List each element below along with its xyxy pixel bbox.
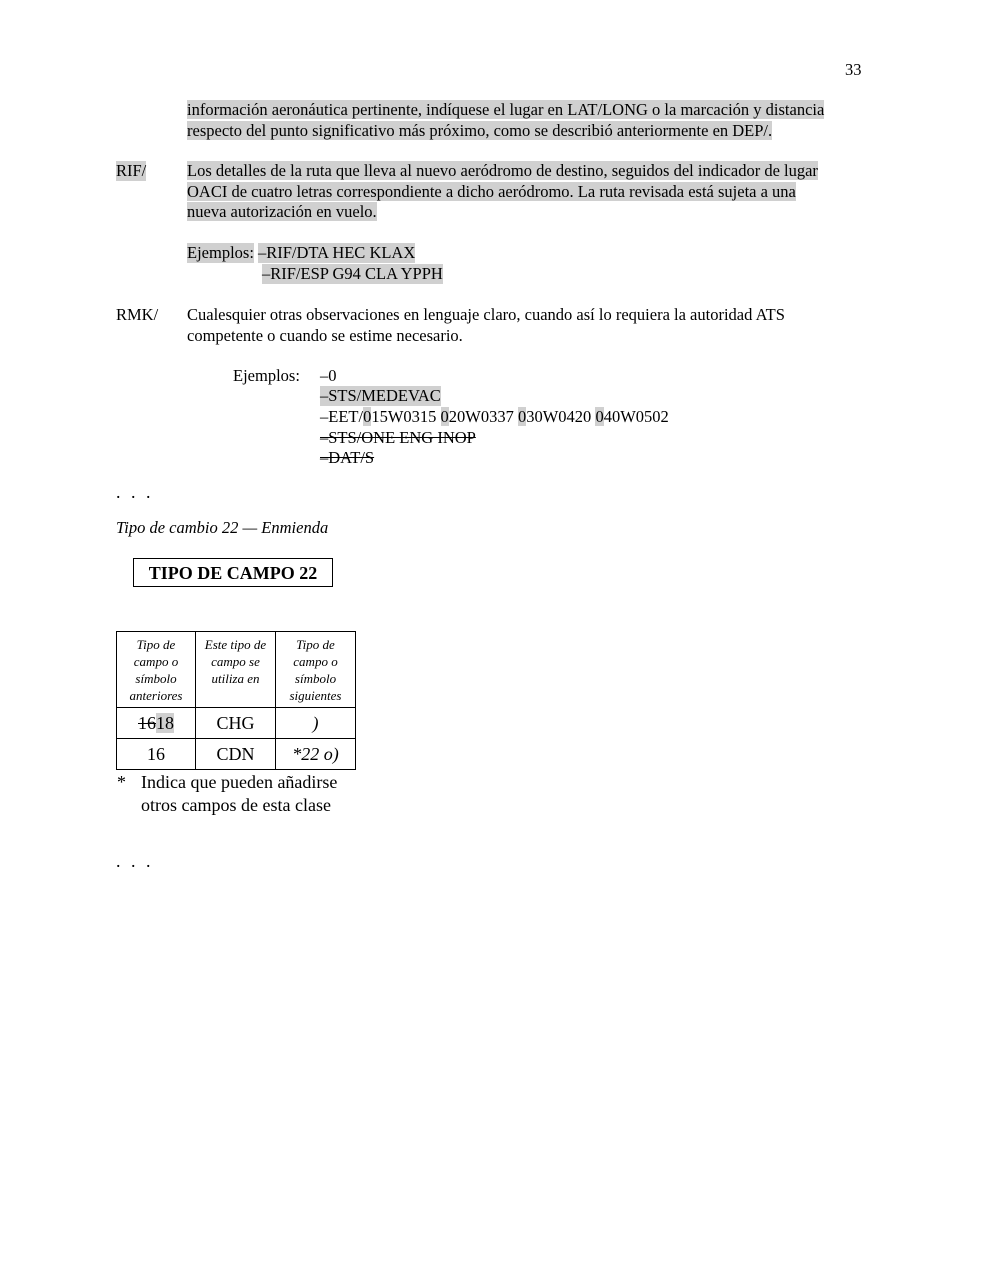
table-header-row — [117, 632, 356, 708]
eet-part-5: 0 — [517, 407, 527, 426]
header-previous-l2: campo o — [133, 654, 179, 669]
rif-example-2: –RIF/ESP G94 CLA YPPH — [262, 264, 443, 283]
header-used-in-l2: campo se — [211, 654, 260, 669]
continuation-line-2: respecto del punto significativo más próximo, como se describió anteriormente en DEP/. — [187, 120, 773, 140]
cell-used-in: CHG — [196, 708, 276, 739]
cell-used-in: CDN — [196, 739, 276, 770]
eet-part-8: 40W0502 — [603, 407, 669, 426]
amendment-caption: Tipo de cambio 22 — Enmienda — [116, 518, 329, 537]
note-text — [141, 771, 337, 817]
eet-part-0: –EET/ — [320, 407, 364, 426]
table-row — [117, 739, 356, 770]
ellipsis-2: . . . — [116, 851, 154, 871]
header-following-l4: siguientes — [289, 688, 342, 703]
note-line-2: otros campos de esta clase — [141, 795, 331, 815]
page-number: 33 — [845, 60, 862, 79]
table-row — [117, 708, 356, 739]
cell-previous — [117, 708, 196, 739]
note-marker: * — [117, 772, 126, 792]
rmk-example-1: –0 — [320, 366, 337, 385]
rmk-label: RMK/ — [116, 305, 159, 324]
header-following — [276, 632, 356, 708]
header-following-l1: Tipo de — [296, 637, 335, 652]
cell-following: ) — [276, 708, 356, 739]
rif-line-1: Los detalles de la ruta que lleva al nuevo aeródromo de destino, seguidos del indicador de lugar — [187, 161, 818, 180]
field-type-table — [116, 631, 356, 770]
header-previous-l3: símbolo — [135, 671, 177, 686]
continuation-line-1: información aeronáutica pertinente, indíquese el lugar en LAT/LONG o la marcación y distancia — [187, 100, 825, 119]
rmk-example-4-deleted: –STS/ONE ENG INOP — [320, 428, 476, 447]
eet-part-3: 0 — [440, 407, 449, 426]
rmk-example-2: –STS/MEDEVAC — [320, 386, 441, 405]
rif-example-1: –RIF/DTA HEC KLAX — [258, 243, 416, 262]
field-type-title: TIPO DE CAMPO 22 — [133, 558, 333, 587]
rmk-line-2: competente o cuando se estime necesario. — [187, 325, 463, 345]
header-following-l3: símbolo — [294, 671, 337, 686]
header-following-l2: campo o — [293, 654, 338, 669]
rif-examples-label: Ejemplos: — [187, 243, 254, 262]
rif-label: RIF/ — [116, 161, 147, 180]
header-previous — [117, 632, 196, 708]
eet-part-4: 20W0337 — [448, 407, 518, 426]
eet-part-1: 0 — [363, 407, 372, 426]
eet-part-6: 30W0420 — [526, 407, 596, 426]
rmk-line-1: Cualesquier otras observaciones en lenguaje claro, cuando así lo requiera la autoridad ATS — [187, 305, 785, 324]
rif-line-3: nueva autorización en vuelo. — [187, 202, 377, 221]
cell-previous: 16 — [117, 739, 196, 770]
header-used-in — [196, 632, 276, 708]
header-previous-l4: anteriores — [129, 688, 183, 703]
cell-following: *22 o) — [276, 739, 356, 770]
ellipsis-1: . . . — [116, 482, 154, 502]
rmk-examples-label: Ejemplos: — [233, 366, 300, 385]
eet-part-7: 0 — [595, 407, 604, 426]
continuation-paragraph — [187, 100, 873, 141]
eet-part-2: 15W0315 — [371, 407, 441, 426]
rif-line-2: OACI de cuatro letras correspondiente a dicho aeródromo. La ruta revisada está sujeta a una — [187, 181, 796, 201]
inserted-value: 18 — [156, 712, 174, 733]
header-previous-l1: Tipo de — [136, 637, 176, 652]
rmk-example-3 — [320, 407, 669, 427]
rmk-paragraph — [187, 305, 873, 346]
header-used-in-l1: Este tipo de — [204, 637, 267, 652]
note-line-1: Indica que pueden añadirse — [141, 772, 338, 792]
rif-paragraph — [187, 161, 873, 223]
deleted-value: 16 — [138, 712, 156, 733]
header-used-in-l3: utiliza en — [211, 671, 260, 686]
rmk-example-5-deleted: –DAT/S — [320, 448, 375, 467]
